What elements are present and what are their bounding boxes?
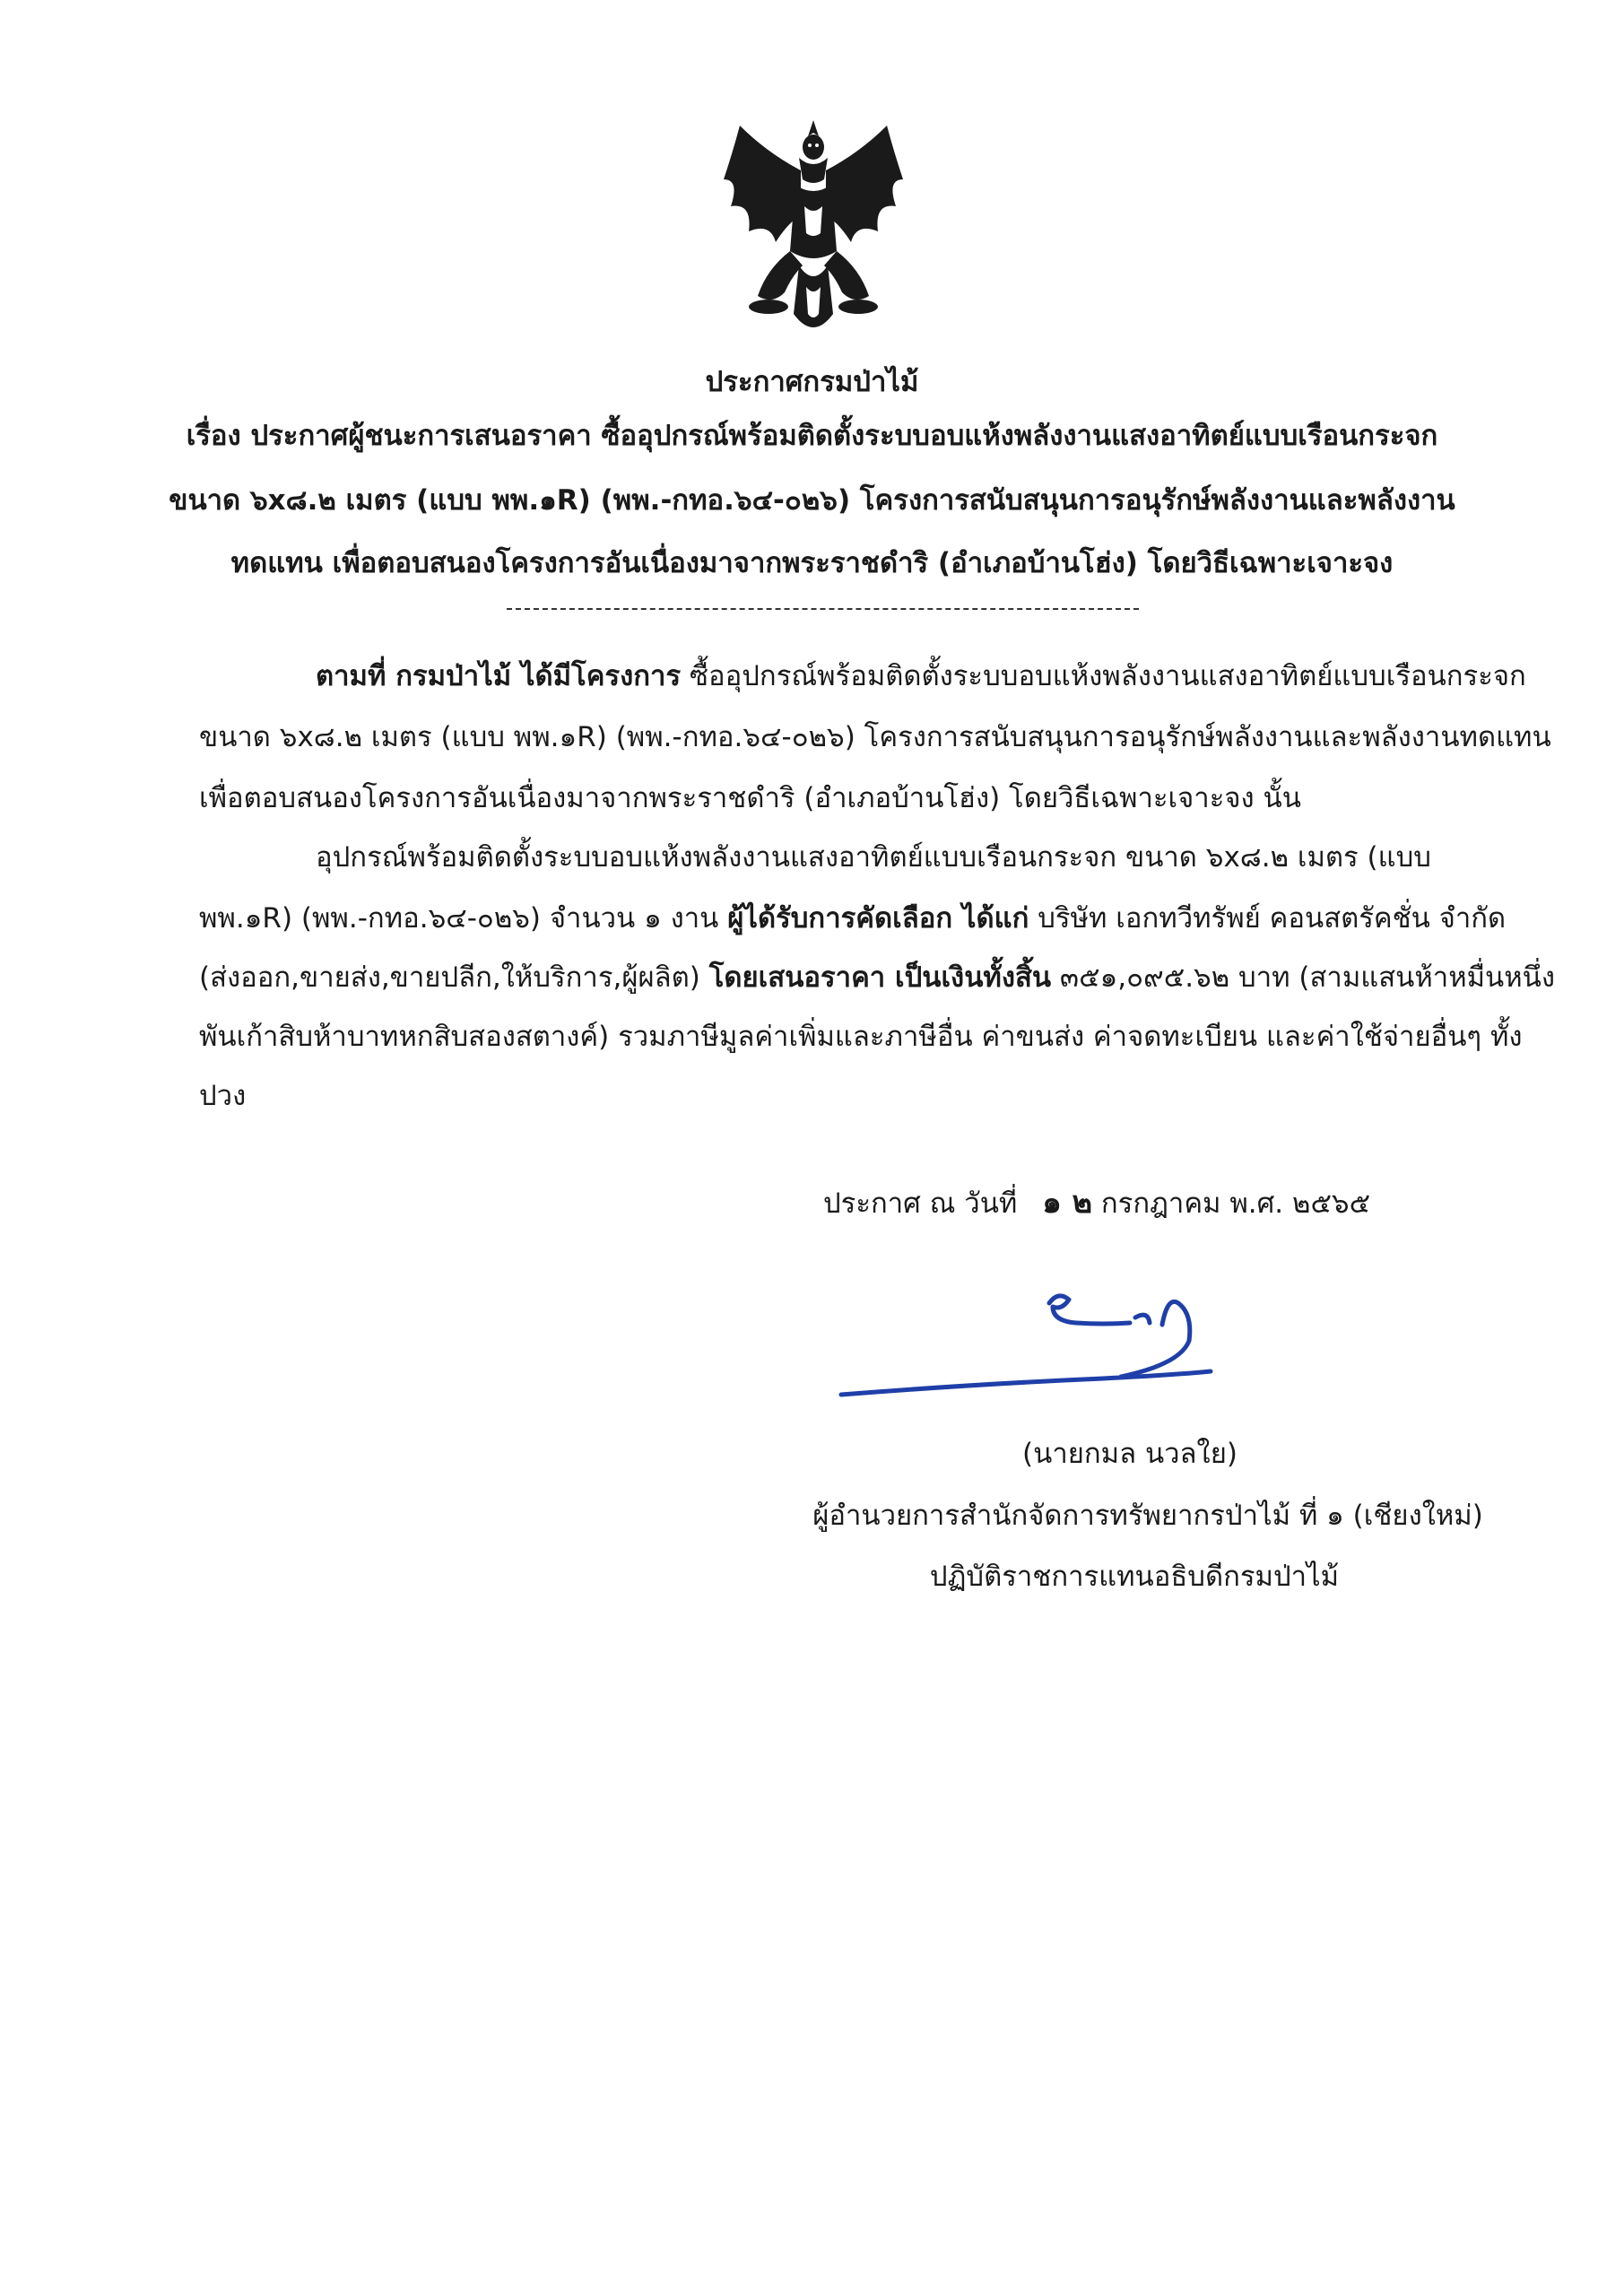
para2-line2 [199, 895, 1506, 940]
para2-line4: พันเก้าสิบห้าบาทหกสิบสองสตางค์) รวมภาษีมูลค่าเพิ่มและภาษีอื่น ค่าขนส่ง ค่าจดทะเบียน และค่าใช้จ่ายอื่นๆ ทั้ง [199, 1021, 1523, 1053]
date-prefix: ประกาศ ณ วันที่ [823, 1187, 1018, 1220]
subject-line-2: ขนาด ๖x๘.๒ เมตร (แบบ พพ.๑R) (พพ.-กทอ.๖๔-๐๒๖) โครงการสนับสนุนการอนุรักษ์พลังงานและพลังงาน [169, 484, 1455, 517]
para1-lead-text: ตามที่ กรมป่าไม้ ได้มีโครงการ [316, 660, 682, 692]
subject-line-1: เรื่อง ประกาศผู้ชนะการเสนอราคา ซื้ออุปกรณ์พร้อมติดตั้งระบบอบแห้งพลังงานแสงอาทิตย์แบบเรือนกระจก [186, 420, 1438, 452]
para2-line2-a: พพ.๑R) (พพ.-กทอ.๖๔-๐๒๖) จำนวน ๑ งาน [199, 902, 728, 935]
handwritten-signature [834, 1278, 1264, 1422]
selected-vendor-label: ผู้ได้รับการคัดเลือก ได้แก่ [727, 902, 1029, 935]
para2-line3-a: (ส่งออก,ขายส่ง,ขายปลีก,ให้บริการ,ผู้ผลิต) [199, 961, 709, 994]
announcement-date [823, 1178, 1370, 1226]
para1-line3: เพื่อตอบสนองโครงการอันเนื่องมาจากพระราชดำริ (อำเภอบ้านโฮ่ง) โดยวิธีเฉพาะเจาะจง นั้น [199, 782, 1301, 814]
para1-line1 [316, 653, 1526, 698]
signatory-name: (นายกมล นวลใย) [1022, 1438, 1238, 1470]
para1-line1-text: ซื้ออุปกรณ์พร้อมติดตั้งระบบอบแห้งพลังงานแสงอาทิตย์แบบเรือนกระจก [681, 660, 1526, 692]
separator-line [507, 608, 1139, 610]
signatory-acting: ปฏิบัติราชการแทนอธิบดีกรมป่าไม้ [929, 1561, 1340, 1593]
agency-title: ประกาศกรมป่าไม้ [705, 366, 919, 398]
para2-line3 [199, 954, 1555, 999]
garuda-emblem-icon [713, 117, 915, 345]
offer-price-label: โดยเสนอราคา เป็นเงินทั้งสิ้น [708, 961, 1052, 994]
para2-line2-c: บริษัท เอกทวีทรัพย์ คอนสตรัคชั่น จำกัด [1029, 902, 1507, 935]
para2-line5: ปวง [199, 1080, 247, 1112]
para2-line3-c: ๓๕๑,๐๙๕.๖๒ บาท (สามแสนห้าหมื่นหนึ่ง [1051, 961, 1556, 994]
date-month-year: กรกฎาคม พ.ศ. ๒๕๖๕ [1100, 1187, 1371, 1220]
para2-line1: อุปกรณ์พร้อมติดตั้งระบบอบแห้งพลังงานแสงอาทิตย์แบบเรือนกระจก ขนาด ๖x๘.๒ เมตร (แบบ [316, 841, 1431, 874]
para1-line2: ขนาด ๖x๘.๒ เมตร (แบบ พพ.๑R) (พพ.-กทอ.๖๔-๐๒๖) โครงการสนับสนุนการอนุรักษ์พลังงานและพลังงานทดแทน [199, 721, 1551, 753]
date-day: ๑ ๒ [1042, 1185, 1093, 1221]
signatory-position: ผู้อำนวยการสำนักจัดการทรัพยากรป่าไม้ ที่ ๑ (เชียงใหม่) [812, 1500, 1483, 1532]
subject-line-3: ทดแทน เพื่อตอบสนองโครงการอันเนื่องมาจากพระราชดำริ (อำเภอบ้านโฮ่ง) โดยวิธีเฉพาะเจาะจง [230, 547, 1394, 579]
